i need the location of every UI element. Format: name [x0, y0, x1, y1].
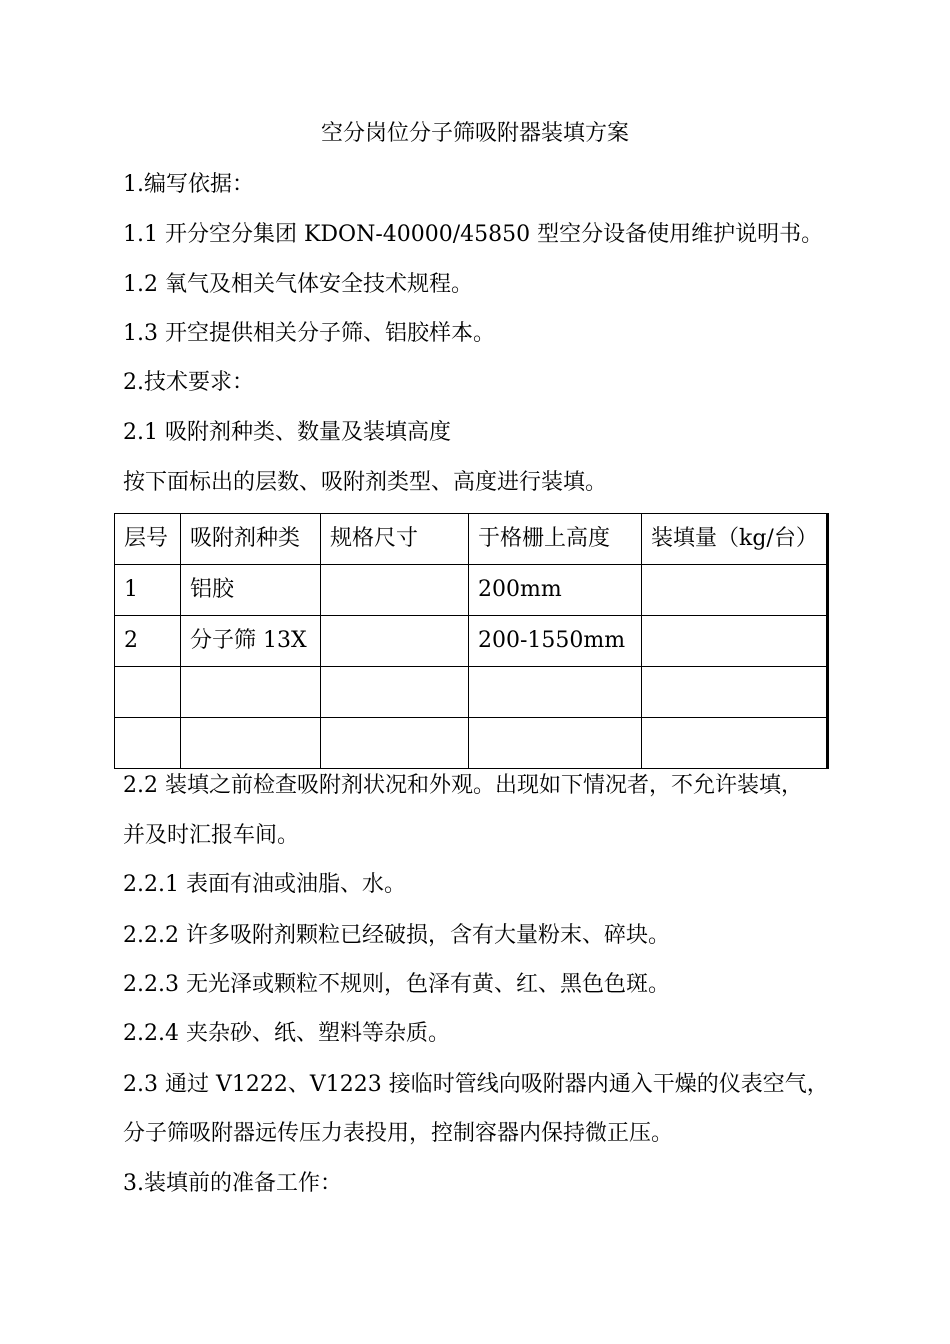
table-row: [115, 667, 828, 718]
table-cell: [469, 718, 642, 769]
paragraph-2-2-4: 2.2.4 夹杂砂、纸、塑料等杂质。: [123, 1021, 450, 1046]
table-cell: [642, 565, 828, 616]
table-header-cell: 吸附剂种类: [181, 514, 321, 565]
paragraph-2-2-1: 2.2.1 表面有油或油脂、水。: [123, 872, 406, 897]
paragraph-2-2: 2.2 装填之前检查吸附剂状况和外观。出现如下情况者，不允许装填，: [123, 773, 803, 798]
paragraph-2-2-continued: 并及时汇报车间。: [123, 823, 300, 848]
paragraph-1-2: 1.2 氧气及相关气体安全技术规程。: [123, 272, 473, 297]
table-row: [115, 565, 828, 616]
table-cell: [642, 616, 828, 667]
table-cell: [321, 565, 469, 616]
table-cell: [321, 616, 469, 667]
table-header-cell: 装填量（kg/台）: [642, 514, 828, 565]
table-cell: 200-1550mm: [469, 616, 642, 667]
table-cell: [321, 667, 469, 718]
paragraph-2-3-continued: 分子筛吸附器远传压力表投用，控制容器内保持微正压。: [123, 1121, 674, 1146]
table-cell: [181, 718, 321, 769]
table-header-row: [115, 514, 828, 565]
table-cell: 铝胶: [181, 565, 321, 616]
paragraph-2-3: 2.3 通过 V1222、V1223 接临时管线向吸附器内通入干燥的仪表空气，: [123, 1072, 829, 1097]
table-cell: [642, 667, 828, 718]
table-cell: [321, 718, 469, 769]
table-cell: [115, 667, 181, 718]
section-heading-requirements: 2.技术要求：: [123, 370, 254, 395]
table-header-cell: 层号: [115, 514, 181, 565]
paragraph-2-2-2: 2.2.2 许多吸附剂颗粒已经破损，含有大量粉末、碎块。: [123, 923, 670, 948]
table-cell: 2: [115, 616, 181, 667]
paragraph-2-1: 2.1 吸附剂种类、数量及装填高度: [123, 420, 451, 445]
table-cell: 分子筛 13X: [181, 616, 321, 667]
table-header-cell: 于格栅上高度: [469, 514, 642, 565]
table-header-cell: 规格尺寸: [321, 514, 469, 565]
table-cell: 200mm: [469, 565, 642, 616]
table-cell: [469, 667, 642, 718]
paragraph-1-3: 1.3 开空提供相关分子筛、铝胶样本。: [123, 321, 495, 346]
paragraph-2-2-3: 2.2.3 无光泽或颗粒不规则，色泽有黄、红、黑色色斑。: [123, 972, 670, 997]
adsorbent-table: [114, 513, 829, 769]
table-cell: 1: [115, 565, 181, 616]
table-row: [115, 616, 828, 667]
table-row: [115, 718, 828, 769]
paragraph-1-1: 1.1 开分空分集团 KDON-40000/45850 型空分设备使用维护说明书。: [123, 222, 824, 247]
document-title: 空分岗位分子筛吸附器装填方案: [320, 121, 629, 146]
section-heading-basis: 1.编写依据：: [123, 172, 254, 197]
table-cell: [181, 667, 321, 718]
section-heading-preparation: 3.装填前的准备工作：: [123, 1171, 342, 1196]
table-cell: [642, 718, 828, 769]
table-cell: [115, 718, 181, 769]
paragraph-table-intro: 按下面标出的层数、吸附剂类型、高度进行装填。: [123, 470, 608, 495]
